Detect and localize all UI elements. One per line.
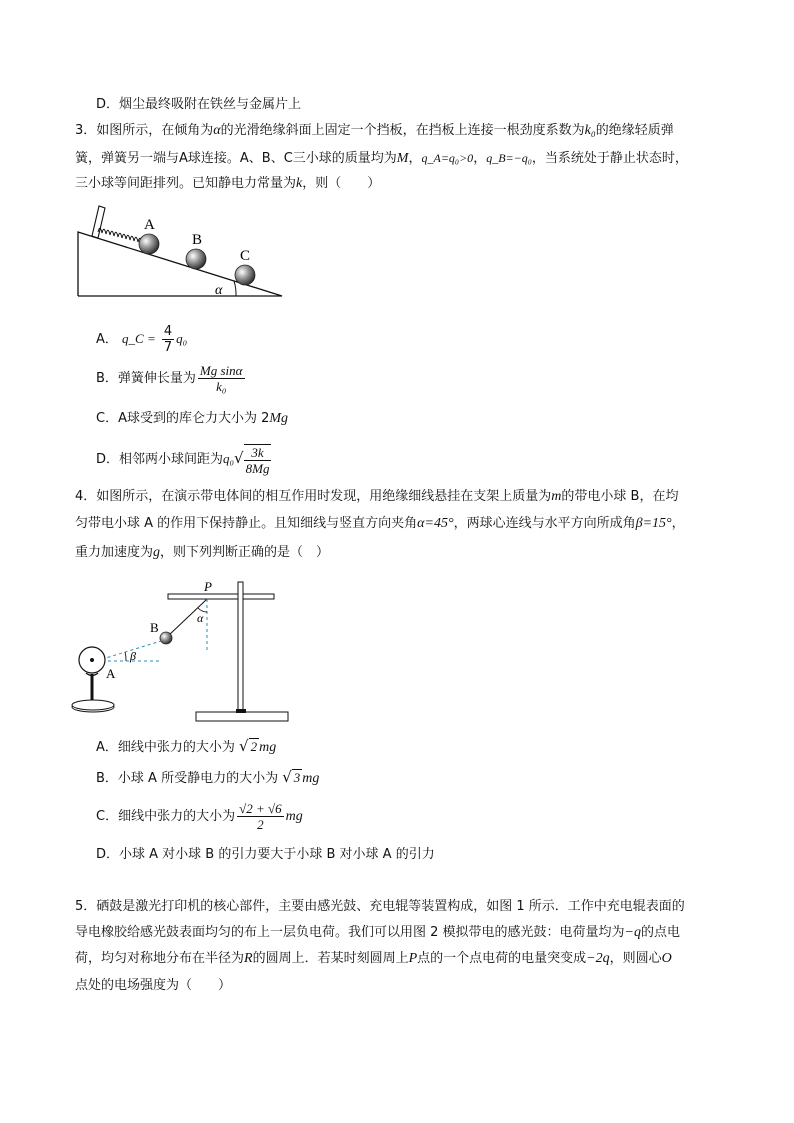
stand-pole bbox=[238, 582, 243, 712]
stand-crossbar bbox=[168, 594, 274, 599]
q3-option-b: B．弹簧伸长量为 $\frac{\text{Mg sinα}}{\text{k₀}}$ bbox=[96, 363, 243, 394]
q5-stem-line4: 点处的电场强度为（ ） bbox=[75, 978, 232, 993]
q4-option-d: D．小球 A 对小球 B 的引力要大于小球 B 对小球 A 的引力 bbox=[96, 847, 435, 862]
q3-stem-line3: 三小球等间距排列。已知静电力常量为k，则（ ） bbox=[75, 176, 381, 191]
label-alpha: α bbox=[197, 611, 204, 625]
q4-option-a: A．细线中张力的大小为 √ 2 mg bbox=[96, 737, 277, 755]
ball-a bbox=[139, 234, 159, 254]
barrier-plate bbox=[92, 206, 105, 238]
ball-b bbox=[160, 632, 172, 644]
q3-option-d: D．相邻两小球间距为q₀√ $\frac{3k}{8Mg}$ bbox=[96, 444, 270, 476]
label-p: P bbox=[204, 579, 212, 594]
q3-stem-line1: 3．如图所示，在倾角为α的光滑绝缘斜面上固定一个挡板，在挡板上连接一根劲度系数为k₀的绝缘轻质弹 bbox=[75, 123, 674, 138]
q4-stem-line2: 匀带电小球 A 的作用下保持静止。且知细线与竖直方向夹角α=45°，两球心连线与水平方向所成角β=15°， bbox=[75, 516, 685, 531]
q3-option-a: A． q_C = $\frac{4}{7}$ q₀ bbox=[96, 324, 188, 355]
q3-stem-line2: 簧，弹簧另一端与A球连接。A、B、C三小球的质量均为M，q_A=q₀>0，q_B=−q₀，当系统处于静止状态时， bbox=[75, 151, 688, 166]
label-b: B bbox=[192, 232, 203, 248]
label-c: C bbox=[240, 248, 251, 264]
ball-c bbox=[235, 265, 255, 285]
label-a: A bbox=[106, 666, 116, 681]
q5-stem-line2: 导电橡胶给感光鼓表面均匀的布上一层负电荷。我们可以用图 2 模拟带电的感光鼓：电荷量均为−q的点电 bbox=[75, 925, 681, 940]
spring bbox=[98, 228, 146, 244]
label-alpha: α bbox=[215, 283, 223, 298]
q3-incline-figure bbox=[70, 198, 290, 304]
angle-arc bbox=[234, 281, 236, 296]
q4-stem-line1: 4．如图所示，在演示带电体间的相互作用时发现，用绝缘细线悬挂在支架上质量为m的带电小球 B，在均 bbox=[75, 489, 679, 504]
q5-stem-line3: 荷，均匀对称地分布在半径为R的圆周上．若某时刻圆周上P点的一个点电荷的电量突变成−2q，则圆心O bbox=[75, 951, 672, 966]
q5-stem-line1: 5．硒鼓是激光打印机的核心部件，主要由感光鼓、充电辊等装置构成，如图 1 所示．工作中充电辊表面的 bbox=[75, 899, 685, 914]
label-beta: β bbox=[130, 649, 136, 663]
q4-stem-line3: 重力加速度为g，则下列判断正确的是（ ） bbox=[75, 545, 330, 560]
label-a: A bbox=[144, 217, 155, 233]
q3-option-c: C．A球受到的库仑力大小为 2Mg bbox=[96, 411, 289, 426]
q4-option-c: C．细线中张力的大小为 $\frac{√2 + √6}{2}$ mg bbox=[96, 801, 303, 832]
q4-option-b: B．小球 A 所受静电力的大小为 √ 3 mg bbox=[96, 768, 320, 786]
ball-b bbox=[186, 249, 206, 269]
q2-option-d: D．烟尘最终吸附在铁丝与金属片上 bbox=[96, 97, 302, 112]
incline-triangle bbox=[78, 232, 282, 296]
center-line bbox=[96, 641, 161, 661]
q4-stand-figure bbox=[70, 574, 300, 729]
stand-base bbox=[196, 712, 288, 721]
label-b: B bbox=[150, 620, 159, 635]
